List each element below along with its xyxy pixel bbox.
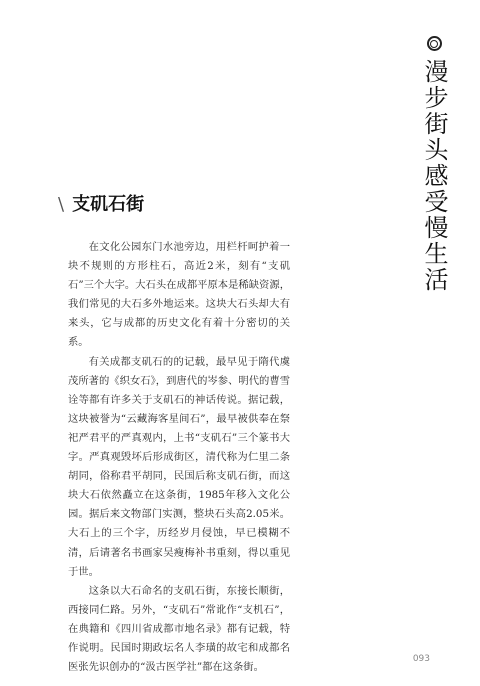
section-title: 支矶石街 — [72, 194, 145, 215]
paragraph: 有关成都支矶石的的记载，最早见于隋代虞茂所著的《织女石》，到唐代的岑参、明代的曹雪诠等都有许多关于支矶石的神话传说。据记载，这块被誉为“云藏海客星间石”，最早被供奉在祭祀严君平的严真观内，上书“支矶石”三个篆书大字。严真观毁坏后形成街区，清代称为仁里二条胡同，俗称君平胡同，民国后称支矶石街，而这块大石依然矗立在这条街，1985年移入文化公园。据后来文物部门实测，整块石头高2.05米。大石上的三个字，历经岁月侵蚀，早已模糊不清，后请著名书画家吴瘦梅补书重刻，得以重见于世。 — [68, 355, 290, 578]
page-number: 093 — [412, 654, 430, 664]
section-heading — [58, 190, 144, 216]
paragraph: 这条以大石命名的支矶石街，东接长顺街，西接同仁路。另外，“支矶石”常讹作“支机石”，在典籍和《四川省成都市地名录》都有记载，特作说明。民国时期政坛名人李璜的故宅和成都名医张先识创办的“汲古医学社”都在这条街。 — [68, 584, 290, 674]
chapter-title: 漫步街头感受慢生活 — [420, 59, 448, 293]
chapter-header — [414, 36, 454, 293]
double-circle-icon — [427, 36, 442, 51]
paragraph: 在文化公园东门水池旁边，用栏杆呵护着一块不规则的方形柱石，高近2米，刻有“支矶石”三个大字。大石头在成都平原本是稀缺资源，我们常见的大石多外地运来。这块大石头却大有来头，它与成都的历史文化有着十分密切的关系。 — [68, 241, 290, 349]
article-body — [68, 238, 290, 677]
heading-slash: \ — [58, 194, 65, 215]
